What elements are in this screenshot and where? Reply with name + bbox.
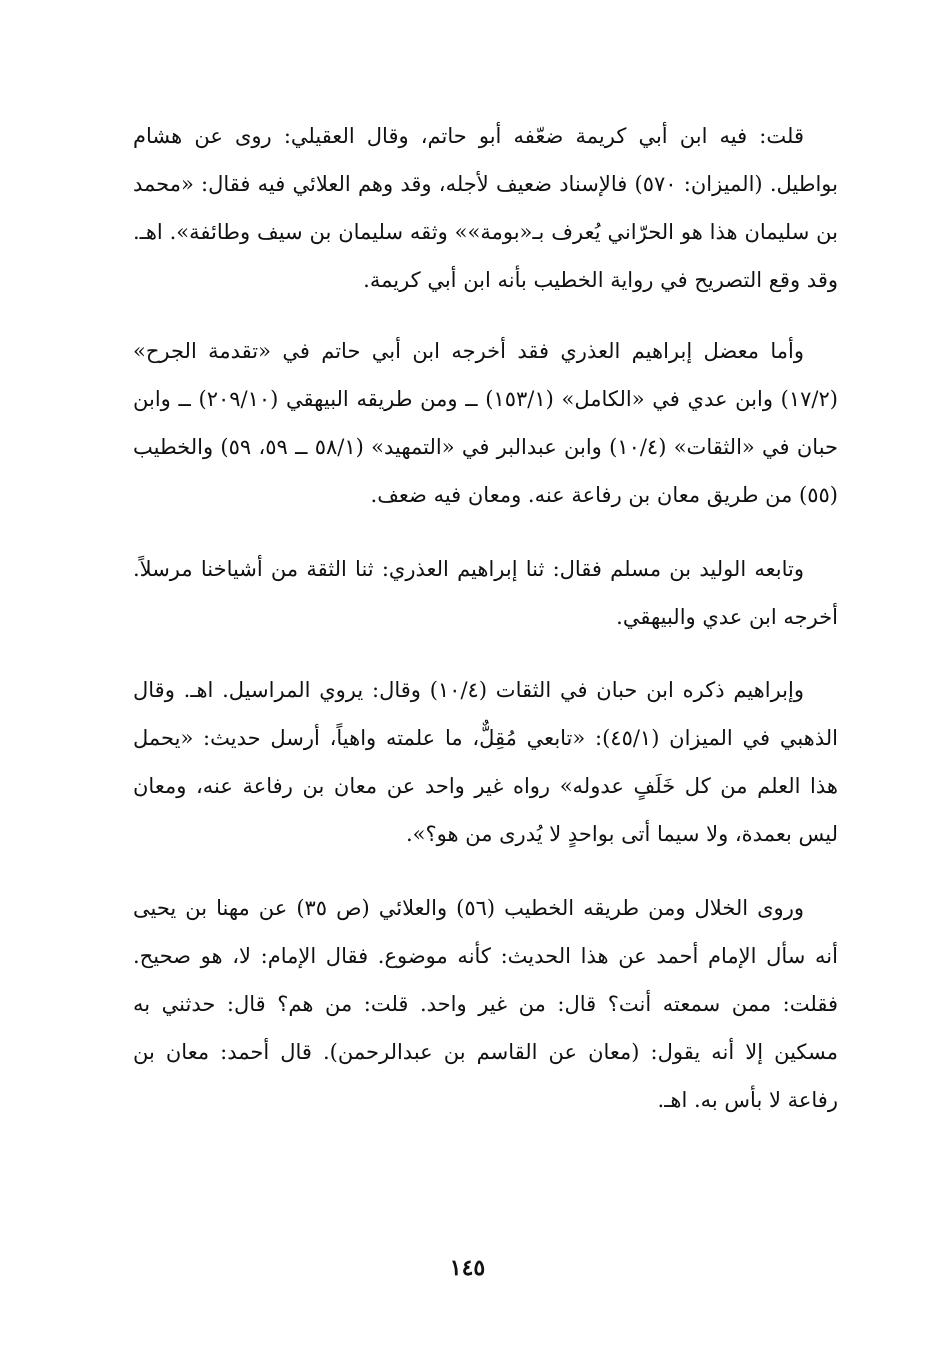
paragraph-2: وأما معضل إبراهيم العذري فقد أخرجه ابن أبي حاتم في «تقدمة الجرح» (١٧/٢) وابن عدي في «الكامل» (١٥٣/١) ــ ومن طريقه البيهقي (٢٠٩/١٠) ــ وابن حبان في «الثقات» (١٠/٤) وابن عبدالبر في «التمهيد» (٥٨/١ ــ ٥٩، ٥٩) والخطيب (٥٥) من طريق معان بن رفاعة عنه. ومعان فيه ضعف. bbox=[133, 339, 839, 507]
page-body bbox=[133, 112, 838, 1292]
paragraph-3: وتابعه الوليد بن مسلم فقال: ثنا إبراهيم العذري: ثنا الثقة من أشياخنا مرسلاً. أخرجه ابن عدي والبيهقي. bbox=[133, 557, 838, 629]
paragraph-4: وإبراهيم ذكره ابن حبان في الثقات (١٠/٤) وقال: يروي المراسيل. اهـ. وقال الذهبي في الميزان (٤٥/١): «تابعي مُقِلٌّ، ما علمته واهياً، أرسل حديث: «يحمل هذا العلم من كل خَلَفٍ عدوله» رواه غير واحد عن معان بن رفاعة عنه، ومعان ليس بعمدة، ولا سيما أتى بواحدٍ لا يُدرى من هو؟». bbox=[133, 678, 838, 846]
paragraph-1: قلت: فيه ابن أبي كريمة ضعّفه أبو حاتم، وقال العقيلي: روى عن هشام بواطيل. (الميزان: ٥٧٠) فالإسناد ضعيف لأجله، وقد وهم العلائي فيه فقال: «محمد بن سليمان هذا هو الحرّاني يُعرف بـ«بومة»» وثقه سليمان بن سيف وطائفة». اهـ. وقد وقع التصريح في رواية الخطيب بأنه ابن أبي كريمة. bbox=[133, 124, 838, 292]
page-number: ١٤٥ bbox=[449, 1255, 486, 1281]
paragraph-5: وروى الخلال ومن طريقه الخطيب (٥٦) والعلائي (ص ٣٥) عن مهنا بن يحيى أنه سأل الإمام أحمد عن هذا الحديث: كأنه موضوع. فقال الإمام: لا، هو صحيح. فقلت: ممن سمعته أنت؟ قال: من غير واحد. قلت: من هم؟ قال: حدثني به مسكين إلا أنه يقول: (معان عن القاسم بن عبدالرحمن). قال أحمد: معان بن رفاعة لا بأس به. اهـ. bbox=[133, 896, 838, 1112]
